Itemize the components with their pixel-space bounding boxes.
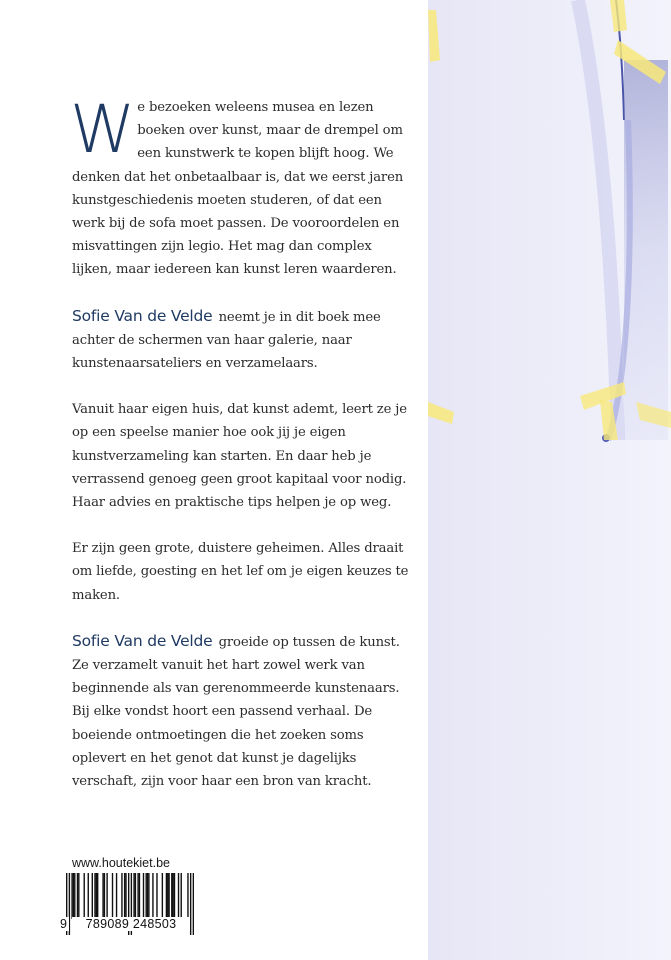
barcode-bar xyxy=(73,873,74,919)
barcode-bar xyxy=(156,873,157,919)
barcode-bar xyxy=(171,873,172,919)
barcode-bar xyxy=(193,873,194,935)
barcode-bar xyxy=(190,873,191,935)
barcode-bar xyxy=(96,873,97,919)
secrets-paragraph-text: Er zijn geen grote, duistere geheimen. Alles draait om liefde, goesting en het lef om je eigen keuzes te maken. xyxy=(72,541,409,603)
barcode-bar xyxy=(112,873,113,919)
barcode-bar xyxy=(181,873,182,919)
barcode-bar xyxy=(172,873,173,919)
barcode-bar xyxy=(97,873,98,919)
publisher-url[interactable]: www.houtekiet.be xyxy=(72,856,170,870)
barcode-bar xyxy=(139,873,140,919)
intro-text: e bezoeken weleens musea en lezen boeken over kunst, maar de drempel om een kunstwerk te kopen blijft hoog. We denken dat het onbetaalbaar is, dat we eerst jaren kunstgeschiedenis moeten studeren, of dat een werk bij de sofa moet passen. De vooroordelen en misvattingen zijn legio. Het mag dan complex lijken, maar iedereen kan kunst leren waarderen. xyxy=(72,100,404,278)
barcode-bar xyxy=(106,873,107,919)
barcode-bar xyxy=(168,873,169,919)
barcode-bar xyxy=(121,873,122,919)
collection-paragraph-text: Vanuit haar eigen huis, dat kunst ademt, leert ze je op een speelse manier hoe ook jij je eigen kunstverzameling kan starten. En daar heb je verrassend genoeg geen groot kapitaal voor nodig. Haar advies en praktische tips helpen je op weg. xyxy=(72,402,407,511)
barcode-bar xyxy=(92,873,93,919)
barcode-bar xyxy=(116,873,117,919)
collection-paragraph xyxy=(72,398,412,514)
barcode-bar xyxy=(124,873,125,919)
artwork-illustration xyxy=(428,0,671,960)
barcode-lead-digit: 9 xyxy=(60,917,67,931)
barcode-bar xyxy=(145,873,146,919)
blurb xyxy=(70,91,412,816)
barcode-bar xyxy=(88,873,89,919)
barcode-bar xyxy=(77,873,78,919)
barcode-bar xyxy=(104,873,105,919)
barcode-bar xyxy=(162,873,163,919)
bio-paragraph-text: groeide op tussen de kunst. Ze verzamelt vanuit het hart zowel werk van beginnende als van gerenommeerde kunstenaars. Bij elke vondst hoort een passend verhaal. De boeiende ontmoetingen die het zoeken soms oplevert en het genot dat kunst je dagelijks verschaft, zijn voor haar een bron van kracht. xyxy=(72,634,400,790)
barcode-bar xyxy=(94,873,95,919)
barcode-bar xyxy=(137,873,138,919)
barcode-bar xyxy=(125,873,126,919)
barcode-bar xyxy=(166,873,167,919)
intro-paragraph xyxy=(70,91,412,282)
barcode-bar xyxy=(102,873,103,919)
artwork-photo xyxy=(428,0,671,960)
barcode-bar xyxy=(71,873,72,919)
drop-cap: W xyxy=(70,91,132,168)
barcode-bar xyxy=(178,873,179,919)
secrets-paragraph xyxy=(72,537,412,607)
barcode-bar xyxy=(174,873,175,919)
bio-paragraph xyxy=(72,630,412,793)
barcode-bar xyxy=(84,873,85,919)
barcode-bar xyxy=(187,873,188,919)
barcode-bar xyxy=(74,873,75,919)
barcode-bar xyxy=(148,873,149,919)
author-paragraph xyxy=(72,305,412,376)
barcode-bar xyxy=(78,873,79,919)
barcode-bar xyxy=(135,873,136,919)
author-name: Sofie Van de Velde xyxy=(72,306,213,325)
barcode-bar xyxy=(133,873,134,919)
barcode-bar xyxy=(152,873,153,919)
barcode-bar xyxy=(147,873,148,919)
author-paragraph-text: neemt je in dit boek mee achter de schermen van haar galerie, naar kunstenaarsateliers en verzamelaars. xyxy=(72,309,381,372)
bio-author-name: Sofie Van de Velde xyxy=(72,631,213,650)
barcode-bar xyxy=(167,873,168,919)
barcode-bar xyxy=(143,873,144,919)
barcode-number: 789089 248503 xyxy=(72,917,190,931)
